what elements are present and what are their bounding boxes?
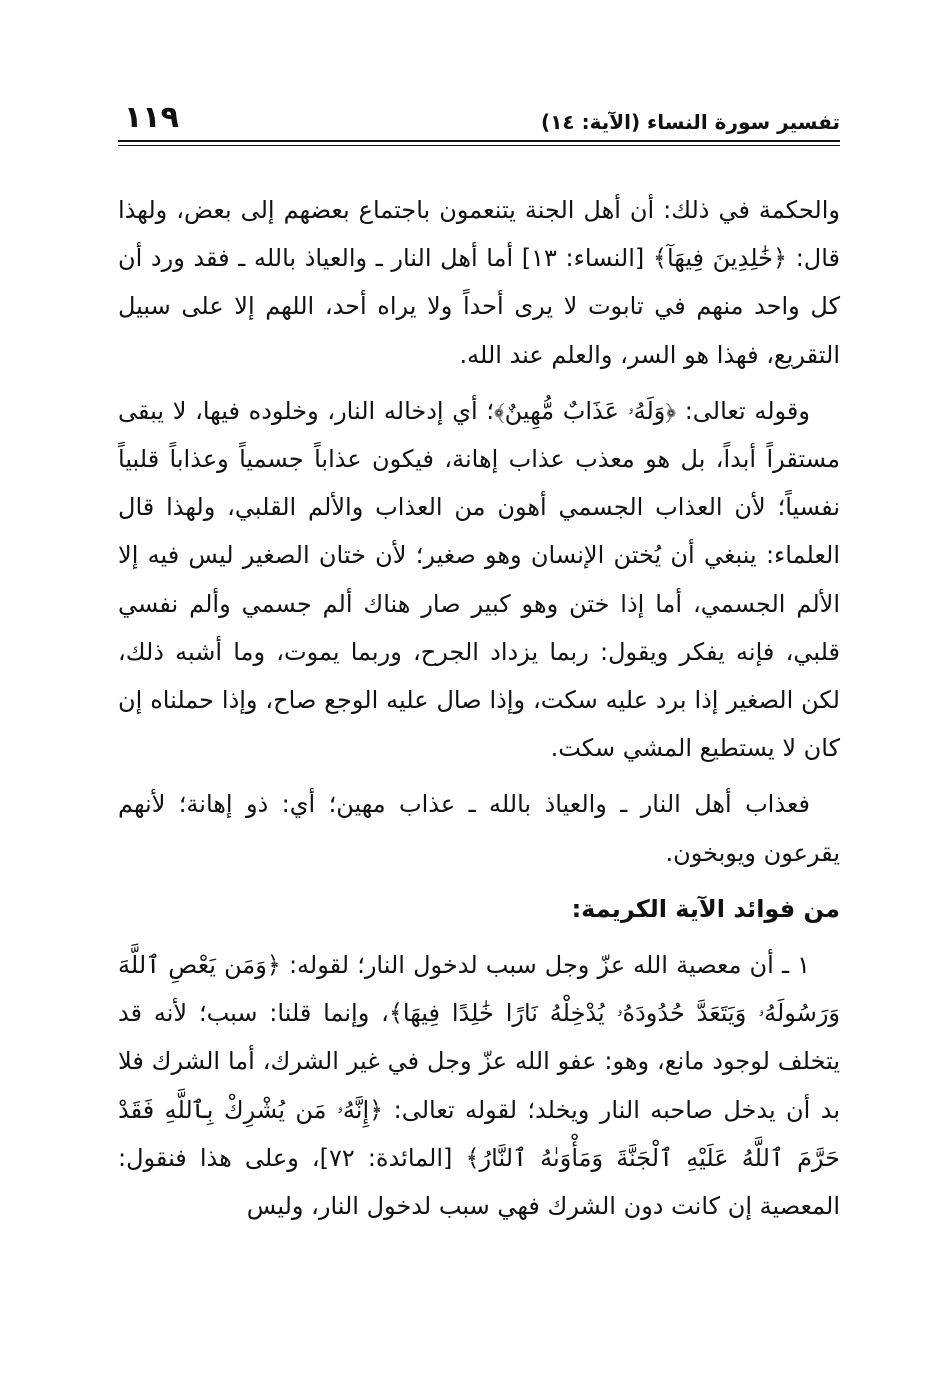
header-rule-thin [118, 145, 840, 146]
page-body [118, 186, 840, 1230]
page-number: ١١٩ [124, 100, 179, 135]
benefit-item: ١ ـ أن معصية الله عزّ وجل سبب لدخول النار؛ لقوله: ﴿وَمَن يَعْصِ ٱللَّهَ وَرَسُولَهُۥ وَيَتَعَدَّ حُدُودَهُۥ يُدْخِلْهُ نَارًا خَٰلِدًا فِيهَا﴾، وإنما قلنا: سبب؛ لأنه قد يتخلف لوجود مانع، وهو: عفو الله عزّ وجل في غير الشرك، أما الشرك فلا بد أن يدخل صاحبه النار ويخلد؛ لقوله تعالى: ﴿إِنَّهُۥ مَن يُشْرِكْ بِٱللَّهِ فَقَدْ حَرَّمَ ٱللَّهُ عَلَيْهِ ٱلْجَنَّةَ وَمَأْوَىٰهُ ٱلنَّارُ﴾ [المائدة: ٧٢]، وعلى هذا فنقول: المعصية إن كانت دون الشرك فهي سبب لدخول النار، وليس [118, 951, 841, 1221]
paragraph-humiliating-punishment: وقوله تعالى: ﴿وَلَهُۥ عَذَابٌ مُّهِينٌ﴾؛ أي إدخاله النار، وخلوده فيها، لا يبقى مستقراً أبداً، بل هو معذب عذاب إهانة، فيكون عذاباً جسمياً وعذاباً قلبياً نفسياً؛ لأن العذاب الجسمي أهون من العذاب والألم القلبي، ولهذا قال العلماء: ينبغي أن يُختن الإنسان وهو صغير؛ لأن ختان الصغير ليس فيه إلا الألم الجسمي، أما إذا ختن وهو كبير صار هناك ألم جسمي وألم نفسي قلبي، فإنه يفكر ويقول: ربما يزداد الجرح، وربما يموت، وما أشبه ذلك، لكن الصغير إذا برد عليه سكت، وإذا صال عليه الوجع صاح، وإذا حملناه إن كان لا يستطيع المشي سكت. [118, 396, 840, 763]
paragraph-wisdom: والحكمة في ذلك: أن أهل الجنة يتنعمون باجتماع بعضهم إلى بعض، ولهذا قال: ﴿خَٰلِدِينَ فِيهَآ﴾ [النساء: ١٣] أما أهل النار ـ والعياذ بالله ـ فقد ورد أن كل واحد منهم في تابوت لا يرى أحداً ولا يراه أحد، اللهم إلا على سبيل التقريع، فهذا هو السر، والعلم عند الله. [118, 196, 840, 369]
section-heading: من فوائد الآية الكريمة: [571, 894, 840, 923]
header-rule-thick [118, 140, 840, 142]
paragraph-punishment-summary: فعذاب أهل النار ـ والعياذ بالله ـ عذاب مهين؛ أي: ذو إهانة؛ لأنهم يقرعون ويوبخون. [118, 790, 840, 867]
running-title: تفسير سورة النساء (الآية: ١٤) [541, 110, 840, 134]
page-header [118, 98, 840, 140]
book-page [118, 98, 840, 1230]
